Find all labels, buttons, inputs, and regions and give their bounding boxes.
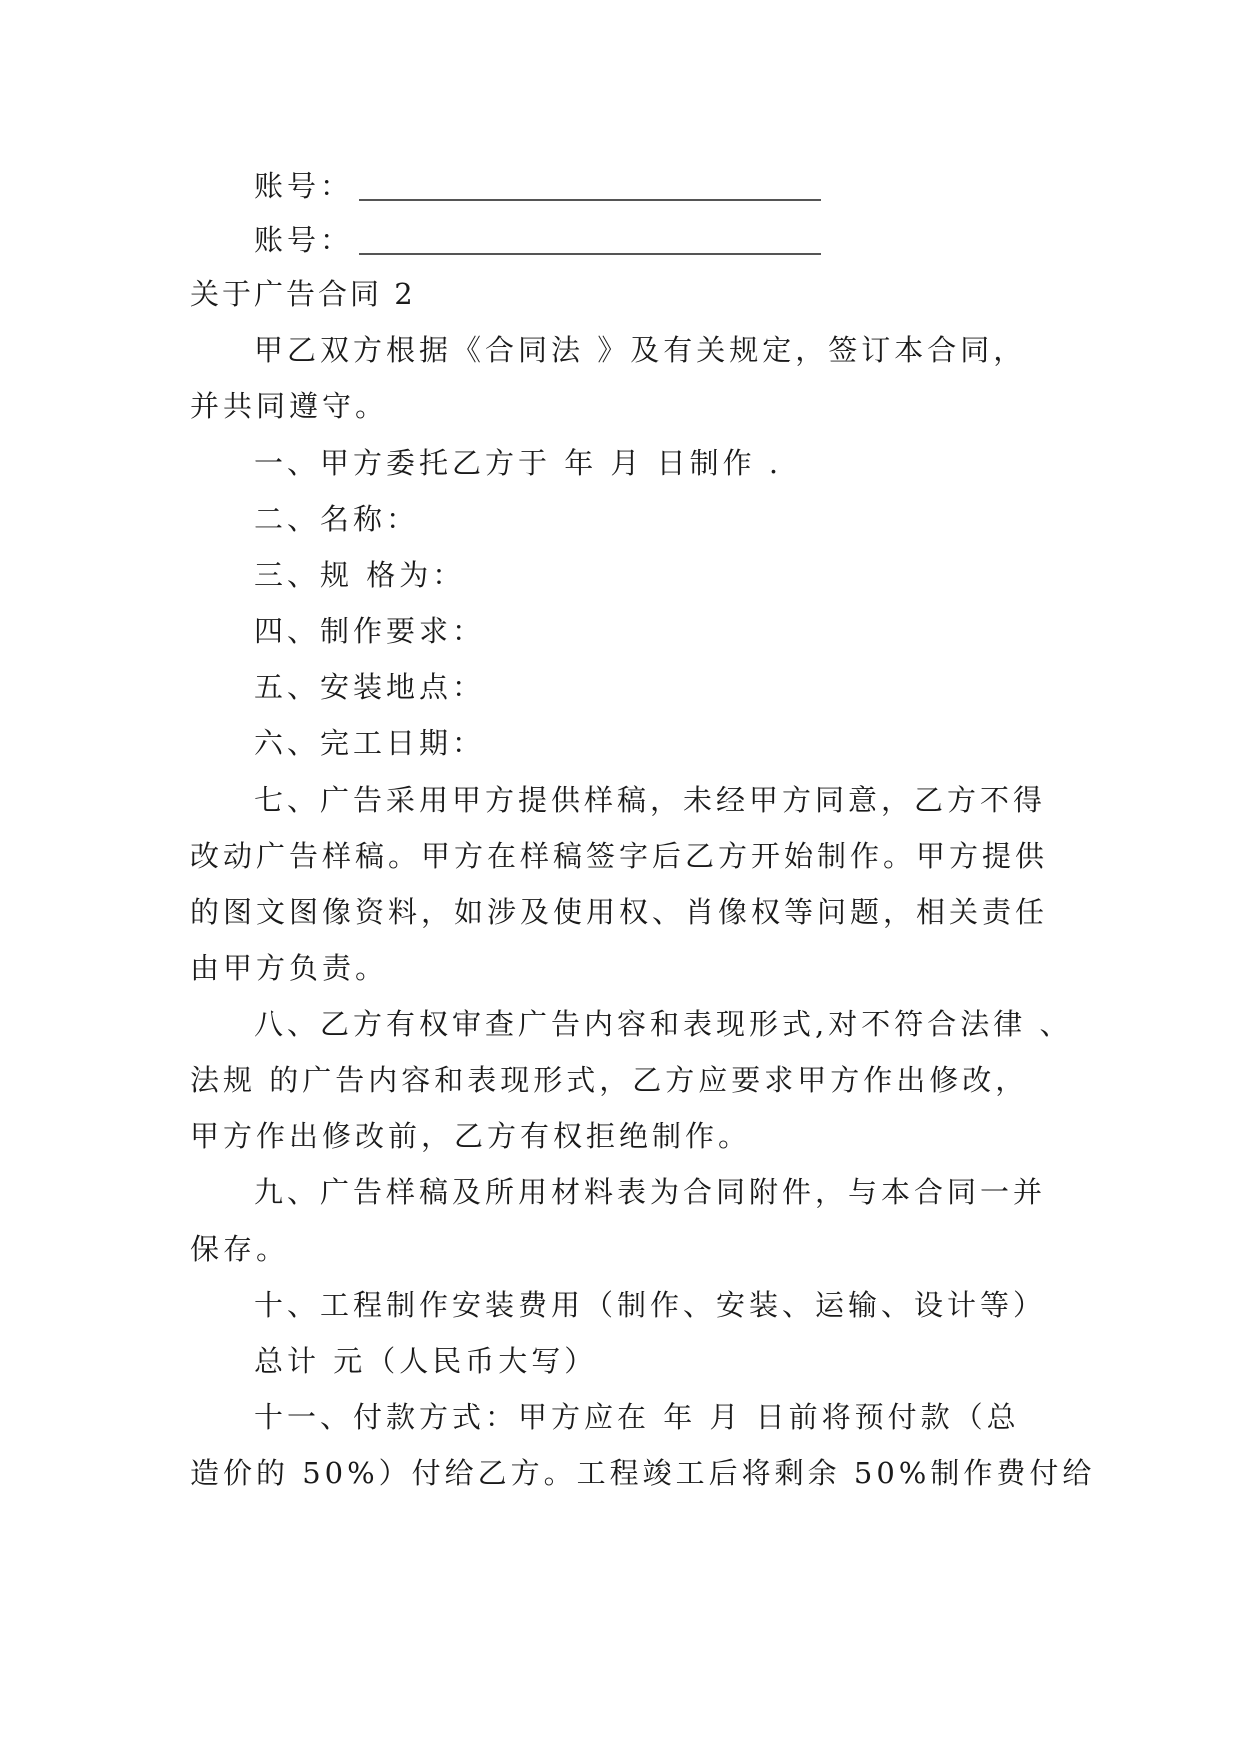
paragraph-line: 改动广告样稿。甲方在样稿签字后乙方开始制作。甲方提供 (190, 839, 1049, 873)
account-label: 账号： (254, 223, 354, 257)
paragraph-line: 六、完工日期： (254, 726, 486, 760)
section-heading: 关于广告合同 2 (190, 277, 416, 311)
paragraph-line: 法规 的广告内容和表现形式，乙方应要求甲方作出修改， (190, 1063, 1029, 1097)
account-line-1 (254, 166, 821, 206)
paragraph-line: 四、制作要求： (254, 614, 486, 648)
paragraph-line: 二、名称： (254, 502, 420, 536)
paragraph-line: 十、工程制作安装费用（制作、安装、运输、设计等） (254, 1288, 1047, 1322)
paragraph-line: 保存。 (190, 1232, 290, 1266)
paragraph-line: 九、广告样稿及所用材料表为合同附件，与本合同一并 (254, 1175, 1047, 1209)
paragraph-line: 甲乙双方根据《合同法 》及有关规定，签订本合同， (254, 333, 1027, 367)
account-label: 账号： (254, 169, 354, 203)
paragraph-line: 总计 元（人民币大写） (254, 1344, 598, 1378)
paragraph-line: 的图文图像资料，如涉及使用权、肖像权等问题，相关责任 (190, 895, 1049, 929)
paragraph-line: 并共同遵守。 (190, 389, 389, 423)
paragraph-line: 由甲方负责。 (190, 951, 389, 985)
paragraph-line: 甲方作出修改前，乙方有权拒绝制作。 (190, 1119, 752, 1153)
paragraph-line: 造价的 50%）付给乙方。工程竣工后将剩余 50%制作费付给 (190, 1456, 1096, 1490)
paragraph-line: 七、广告采用甲方提供样稿，未经甲方同意，乙方不得 (254, 783, 1047, 817)
account-blank (359, 199, 821, 201)
account-blank (359, 253, 821, 255)
paragraph-line: 一、甲方委托乙方于 年 月 日制作 . (254, 446, 783, 480)
paragraph-line: 五、安装地点： (254, 670, 486, 704)
paragraph-line: 八、乙方有权审查广告内容和表现形式,对不符合法律 、 (254, 1007, 1073, 1041)
paragraph-line: 十一、付款方式：甲方应在 年 月 日前将预付款（总 (254, 1400, 1020, 1434)
account-line-2 (254, 220, 821, 260)
paragraph-line: 三、规 格为： (254, 558, 466, 592)
